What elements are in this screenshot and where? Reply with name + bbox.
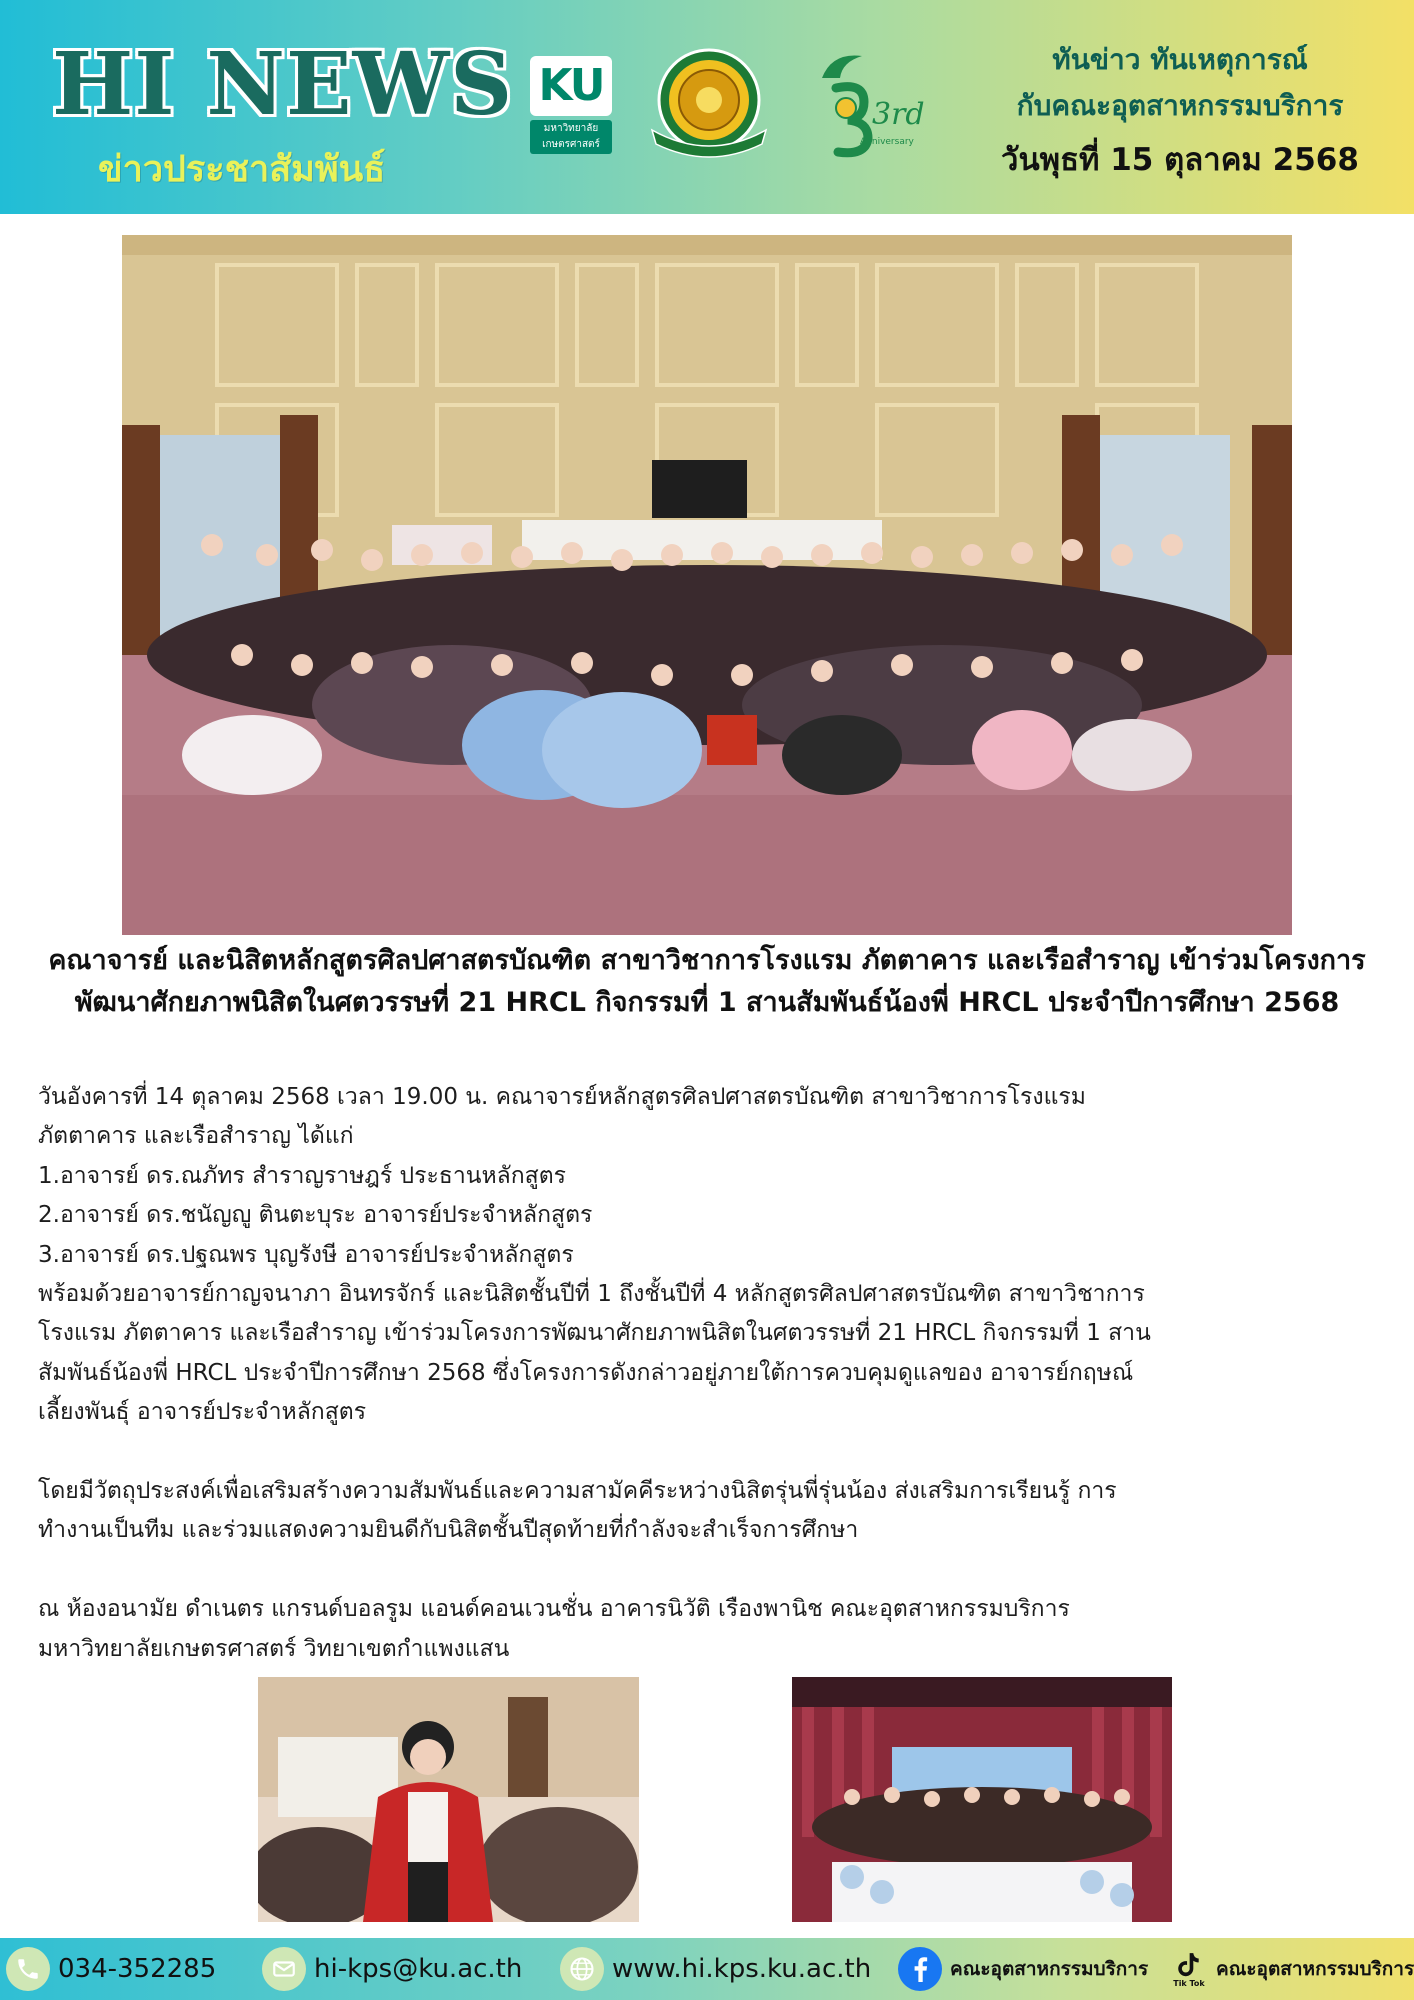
ku-logo-caption-line1: มหาวิทยาลัย — [543, 123, 599, 134]
footer-tiktok-text: คณะอุตสาหกรรมบริการ — [1216, 1958, 1414, 1980]
footer-facebook-text: คณะอุตสาหกรรมบริการ — [950, 1958, 1149, 1980]
article-body-line: 3.อาจารย์ ดร.ปฐณพร บุญรังษี อาจารย์ประจำหลักสูตร — [38, 1241, 574, 1268]
article-body-line: โดยมีวัตถุประสงค์เพื่อเสริมสร้างความสัมพันธ์และความสามัคคีระหว่างนิสิตรุ่นพี่รุ่นน้อง ส่งเสริมการเรียนรู้ การ — [38, 1478, 1117, 1505]
article-headline: คณาจารย์ และนิสิตหลักสูตรศิลปศาสตรบัณฑิต สาขาวิชาการโรงแรม ภัตตาคาร และเรือสำราญ เข้าร่วมโครงการพัฒนาศักยภาพนิสิตในศตวรรษที่ 21 HRCL กิจกรรมที่ 1 สานสัมพันธ์น้องพี่ HRCL ประจำปีการศึกษา 2568 — [48, 945, 1366, 1018]
anniversary-logo-text: 3rd — [872, 97, 925, 132]
brand-title: HI NEWS — [52, 34, 514, 135]
article-body-line: 1.อาจารย์ ดร.ณภัทร สำราญราษฎร์ ประธานหลักสูตร — [38, 1162, 566, 1189]
phone-icon — [6, 1947, 50, 1991]
faculty-seal-logo — [638, 44, 780, 162]
footer-facebook[interactable] — [898, 1946, 1148, 1992]
email-icon — [262, 1947, 306, 1991]
article-body — [38, 1078, 1388, 1669]
tiktok-icon — [1170, 1947, 1208, 1991]
article-body-line: 2.อาจารย์ ดร.ชนัญญู ตินตะบุระ อาจารย์ประจำหลักสูตร — [38, 1202, 593, 1229]
footer-phone-text: 034-352285 — [58, 1954, 217, 1984]
facebook-icon — [898, 1947, 942, 1991]
footer-website-text: www.hi.kps.ku.ac.th — [612, 1954, 872, 1984]
event-photo-group-stage — [792, 1677, 1172, 1922]
article-body-line: มหาวิทยาลัยเกษตรศาสตร์ วิทยาเขตกำแพงแสน — [38, 1635, 510, 1662]
article-body-line: ทำงานเป็นทีม และร่วมแสดงความยินดีกับนิสิตชั้นปีสุดท้ายที่กำลังจะสำเร็จการศึกษา — [38, 1517, 859, 1544]
anniversary-logo-caption: Anniversary — [860, 137, 914, 147]
article-body-line: วันอังคารที่ 14 ตุลาคม 2568 เวลา 19.00 น. คณาจารย์หลักสูตรศิลปศาสตรบัณฑิต สาขาวิชาการโรงแรม — [38, 1084, 1086, 1110]
article-body-line: ณ ห้องอนามัย ดำเนตร แกรนด์บอลรูม แอนด์คอนเวนชั่น อาคารนิวัติ เรืองพานิช คณะอุตสาหกรรมบริการ — [38, 1596, 1070, 1623]
footer-website[interactable] — [560, 1946, 871, 1992]
ku-logo-caption — [530, 120, 612, 154]
ku-logo-letters: KU — [530, 56, 612, 116]
footer-email[interactable] — [262, 1946, 522, 1992]
footer-contact-bar — [0, 1938, 1414, 2000]
paragraph-gap — [38, 1551, 1388, 1590]
tiktok-label: Tik Tok — [1173, 1978, 1205, 1988]
main-group-photo — [122, 235, 1292, 935]
event-photo-speaker — [258, 1677, 639, 1922]
header-banner — [0, 0, 1414, 214]
article-body-line: เลี้ยงพันธุ์ อาจารย์ประจำหลักสูตร — [38, 1399, 367, 1426]
footer-email-text: hi-kps@ku.ac.th — [314, 1954, 523, 1984]
tagline-line-2: กับคณะอุตสาหกรรมบริการ — [1016, 89, 1344, 122]
globe-icon — [560, 1947, 604, 1991]
footer-tiktok[interactable] — [1170, 1946, 1414, 1992]
issue-date: วันพุธที่ 15 ตุลาคม 2568 — [1001, 142, 1359, 178]
brand-subtitle: ข่าวประชาสัมพันธ์ — [98, 149, 386, 190]
article-body-line: โรงแรม ภัตตาคาร และเรือสำราญ เข้าร่วมโครงการพัฒนาศักยภาพนิสิตในศตวรรษที่ 21 HRCL กิจกรรมที่ 1 สาน — [38, 1320, 1151, 1347]
ku-logo-caption-line2: เกษตรศาสตร์ — [542, 139, 600, 150]
anniversary-logo — [802, 48, 926, 160]
article-body-line: สัมพันธ์น้องพี่ HRCL ประจำปีการศึกษา 2568 ซึ่งโครงการดังกล่าวอยู่ภายใต้การควบคุมดูแลของ อาจารย์กฤษณ์ — [38, 1359, 1134, 1386]
tagline-line-1: ทันข่าว ทันเหตุการณ์ — [1052, 43, 1308, 76]
paragraph-gap — [38, 1433, 1388, 1472]
article-body-line: ภัตตาคาร และเรือสำราญ ได้แก่ — [38, 1123, 354, 1150]
ku-logo — [530, 56, 612, 156]
footer-phone[interactable] — [6, 1946, 216, 1992]
article-body-line: พร้อมด้วยอาจารย์กาญจนาภา อินทรจักร์ และนิสิตชั้นปีที่ 1 ถึงชั้นปีที่ 4 หลักสูตรศิลปศาสตรบัณฑิต สาขาวิชาการ — [38, 1281, 1145, 1308]
